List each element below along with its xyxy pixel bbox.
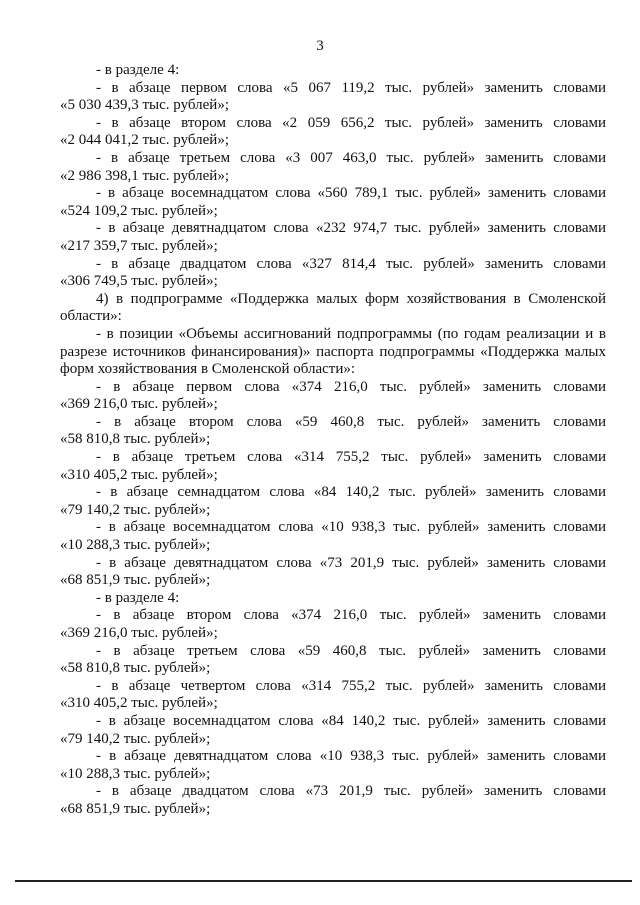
text-line: - в позиции «Объемы ассигнований подпрограммы (по годам реализации и в	[96, 325, 606, 342]
text-line: - в абзаце девятнадцатом слова «10 938,3 тыс. рублей» заменить словами	[96, 748, 606, 765]
text-line: - в абзаце восемнадцатом слова «560 789,1 тыс. рублей» заменить словами	[96, 185, 606, 202]
text-line: «79 140,2 тыс. рублей»;	[60, 501, 211, 518]
text-line: разрезе источников финансирования)» паспорта подпрограммы «Поддержка малых	[60, 343, 606, 360]
text-line: форм хозяйствования в Смоленской области»:	[60, 361, 356, 378]
text-line: области»:	[60, 308, 122, 325]
text-line: - в абзаце семнадцатом слова «84 140,2 тыс. рублей» заменить словами	[96, 484, 606, 501]
text-line: - в абзаце втором слова «2 059 656,2 тыс. рублей» заменить словами	[96, 114, 606, 131]
text-line: - в абзаце первом слова «374 216,0 тыс. рублей» заменить словами	[96, 378, 606, 395]
text-line: - в абзаце двадцатом слова «327 814,4 тыс. рублей» заменить словами	[96, 255, 606, 272]
text-line: - в абзаце первом слова «5 067 119,2 тыс. рублей» заменить словами	[96, 79, 606, 96]
text-line: - в абзаце девятнадцатом слова «73 201,9 тыс. рублей» заменить словами	[96, 554, 606, 571]
text-line: «58 810,8 тыс. рублей»;	[60, 431, 211, 448]
text-line: «310 405,2 тыс. рублей»;	[60, 695, 218, 712]
text-line: - в абзаце втором слова «59 460,8 тыс. рублей» заменить словами	[96, 413, 606, 430]
page-bottom-edge	[15, 880, 632, 882]
text-line: «58 810,8 тыс. рублей»;	[60, 660, 211, 677]
text-line: «2 044 041,2 тыс. рублей»;	[60, 132, 229, 149]
page-number: 3	[316, 38, 324, 54]
text-line: - в разделе 4:	[96, 589, 180, 606]
text-line: «310 405,2 тыс. рублей»;	[60, 466, 218, 483]
text-line: «10 288,3 тыс. рублей»;	[60, 537, 211, 554]
text-line: - в абзаце двадцатом слова «73 201,9 тыс. рублей» заменить словами	[96, 783, 606, 800]
text-line: - в абзаце восемнадцатом слова «84 140,2 тыс. рублей» заменить словами	[96, 712, 606, 729]
text-line: «524 109,2 тыс. рублей»;	[60, 202, 218, 219]
text-line: «2 986 398,1 тыс. рублей»;	[60, 167, 229, 184]
text-line: «68 851,9 тыс. рублей»;	[60, 800, 211, 817]
text-line: - в абзаце третьем слова «59 460,8 тыс. рублей» заменить словами	[96, 642, 606, 659]
text-line: - в абзаце третьем слова «314 755,2 тыс. рублей» заменить словами	[96, 449, 606, 466]
text-line: - в абзаце втором слова «374 216,0 тыс. рублей» заменить словами	[96, 607, 606, 624]
text-line: «5 030 439,3 тыс. рублей»;	[60, 97, 229, 114]
text-line: «369 216,0 тыс. рублей»;	[60, 396, 218, 413]
text-line: «306 749,5 тыс. рублей»;	[60, 273, 218, 290]
text-line: - в абзаце третьем слова «3 007 463,0 тыс. рублей» заменить словами	[96, 149, 606, 166]
text-line: «68 851,9 тыс. рублей»;	[60, 572, 211, 589]
text-line: «217 359,7 тыс. рублей»;	[60, 237, 218, 254]
text-line: «79 140,2 тыс. рублей»;	[60, 730, 211, 747]
text-line: - в абзаце девятнадцатом слова «232 974,7 тыс. рублей» заменить словами	[96, 220, 606, 237]
text-line: - в абзаце четвертом слова «314 755,2 тыс. рублей» заменить словами	[96, 677, 606, 694]
text-line: «369 216,0 тыс. рублей»;	[60, 625, 218, 641]
text-line: 4) в подпрограмме «Поддержка малых форм хозяйствования в Смоленской	[96, 290, 606, 307]
text-line: - в абзаце восемнадцатом слова «10 938,3 тыс. рублей» заменить словами	[96, 519, 606, 536]
document-body	[60, 62, 606, 819]
text-line: «10 288,3 тыс. рублей»;	[60, 765, 211, 782]
text-line: - в разделе 4:	[96, 62, 180, 78]
